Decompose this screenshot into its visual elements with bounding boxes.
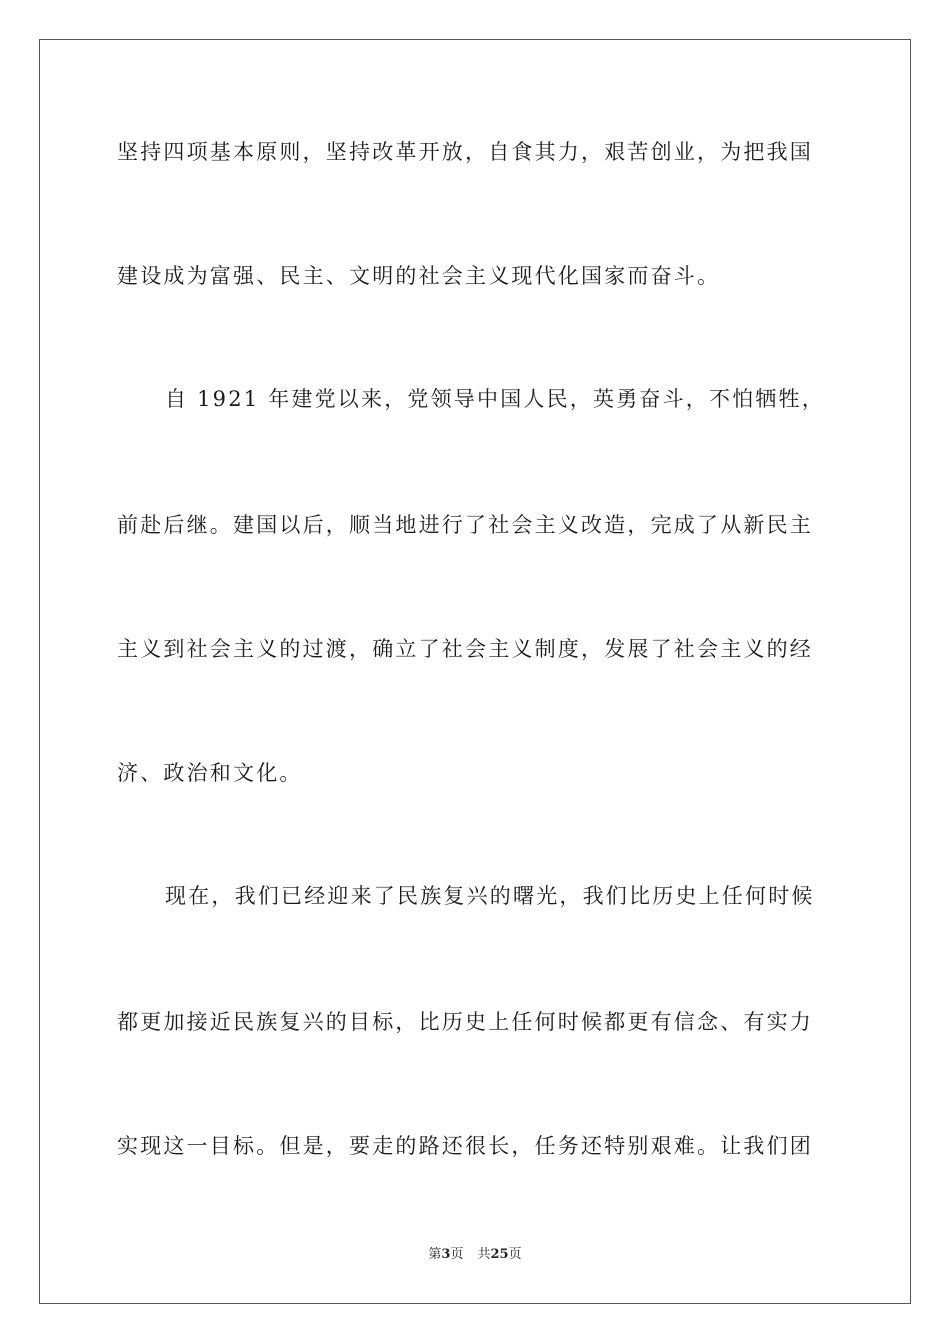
text-line-9: 实现这一目标。但是，要走的路还很长，任务还特别艰难。让我们团	[117, 1134, 813, 1158]
page-footer	[0, 1246, 950, 1264]
footer-page-suffix: 页	[450, 1247, 464, 1262]
text-line-7: 现在，我们已经迎来了民族复兴的曙光，我们比历史上任何时候	[165, 884, 815, 908]
text-line-1: 坚持四项基本原则，坚持改革开放，自食其力，艰苦创业，为把我国	[117, 140, 813, 164]
footer-total-pages: 25	[490, 1247, 509, 1262]
text-line-3: 自 1921 年建党以来，党领导中国人民，英勇奋斗，不怕牺牲，	[165, 387, 825, 411]
footer-total-suffix: 页	[508, 1247, 522, 1262]
text-line-6: 济、政治和文化。	[117, 761, 303, 785]
page-border	[39, 39, 911, 1304]
text-line-8: 都更加接近民族复兴的目标，比历史上任何时候都更有信念、有实力	[117, 1010, 813, 1034]
footer-page-number: 3	[441, 1247, 451, 1262]
text-line-2: 建设成为富强、民主、文明的社会主义现代化国家而奋斗。	[117, 264, 721, 288]
text-line-5: 主义到社会主义的过渡，确立了社会主义制度，发展了社会主义的经	[117, 637, 813, 661]
footer-total-prefix: 共	[477, 1247, 491, 1262]
text-line-4: 前赴后继。建国以后，顺当地进行了社会主义改造，完成了从新民主	[117, 513, 813, 537]
footer-page-prefix: 第	[428, 1247, 442, 1262]
